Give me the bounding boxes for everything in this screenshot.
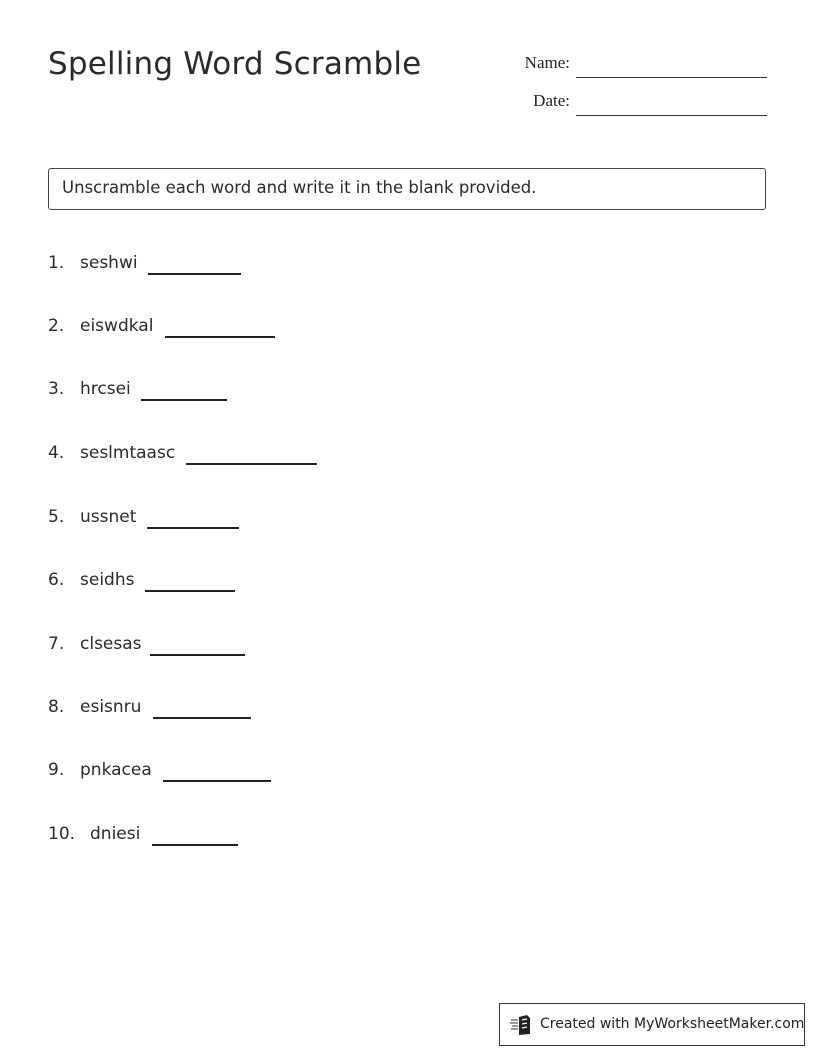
date-field <box>490 91 770 117</box>
answer-blank[interactable] <box>165 336 275 338</box>
answer-blank[interactable] <box>141 399 227 401</box>
answer-blank[interactable] <box>186 463 317 465</box>
instructions-box: Unscramble each word and write it in the blank provided. <box>48 168 766 210</box>
scrambled-word: eiswdkal <box>80 316 154 336</box>
item-number: 2. <box>48 316 65 336</box>
name-line[interactable] <box>576 77 767 78</box>
scrambled-word: hrcsei <box>80 379 131 399</box>
scrambled-word: seshwi <box>80 253 138 273</box>
answer-blank[interactable] <box>150 654 245 656</box>
item-number: 6. <box>48 570 65 590</box>
footer-credit-text: Created with MyWorksheetMaker.com <box>540 1016 805 1032</box>
item-number: 7. <box>48 634 65 654</box>
date-label: Date: <box>533 91 570 110</box>
item-number: 9. <box>48 760 65 780</box>
answer-blank[interactable] <box>153 717 251 719</box>
scrambled-word: seidhs <box>80 570 135 590</box>
answer-blank[interactable] <box>152 844 238 846</box>
item-number: 5. <box>48 507 65 527</box>
list-item <box>48 822 308 846</box>
list-item <box>48 632 308 656</box>
page-title: Spelling Word Scramble <box>48 46 422 82</box>
list-item <box>48 377 308 401</box>
list-item <box>48 695 308 719</box>
answer-blank[interactable] <box>147 527 239 529</box>
item-number: 8. <box>48 697 65 717</box>
list-item <box>48 251 308 275</box>
scrambled-word: clsesas <box>80 634 142 654</box>
list-item <box>48 758 308 782</box>
name-label: Name: <box>524 53 570 72</box>
item-number: 1. <box>48 253 65 273</box>
worksheet-logo-icon <box>510 1014 534 1036</box>
list-item <box>48 568 308 592</box>
date-line[interactable] <box>576 115 767 116</box>
scrambled-word: esisnru <box>80 697 142 717</box>
item-number: 3. <box>48 379 65 399</box>
list-item <box>48 505 308 529</box>
name-field <box>490 53 770 79</box>
scrambled-word: ussnet <box>80 507 137 527</box>
answer-blank[interactable] <box>163 780 271 782</box>
answer-blank[interactable] <box>148 273 241 275</box>
footer-credit-box <box>499 1003 805 1046</box>
list-item <box>48 314 308 338</box>
scrambled-word: dniesi <box>90 824 141 844</box>
item-number: 10. <box>48 824 76 844</box>
scrambled-word: seslmtaasc <box>80 443 176 463</box>
item-number: 4. <box>48 443 65 463</box>
answer-blank[interactable] <box>145 590 235 592</box>
list-item <box>48 441 328 465</box>
scrambled-word: pnkacea <box>80 760 152 780</box>
